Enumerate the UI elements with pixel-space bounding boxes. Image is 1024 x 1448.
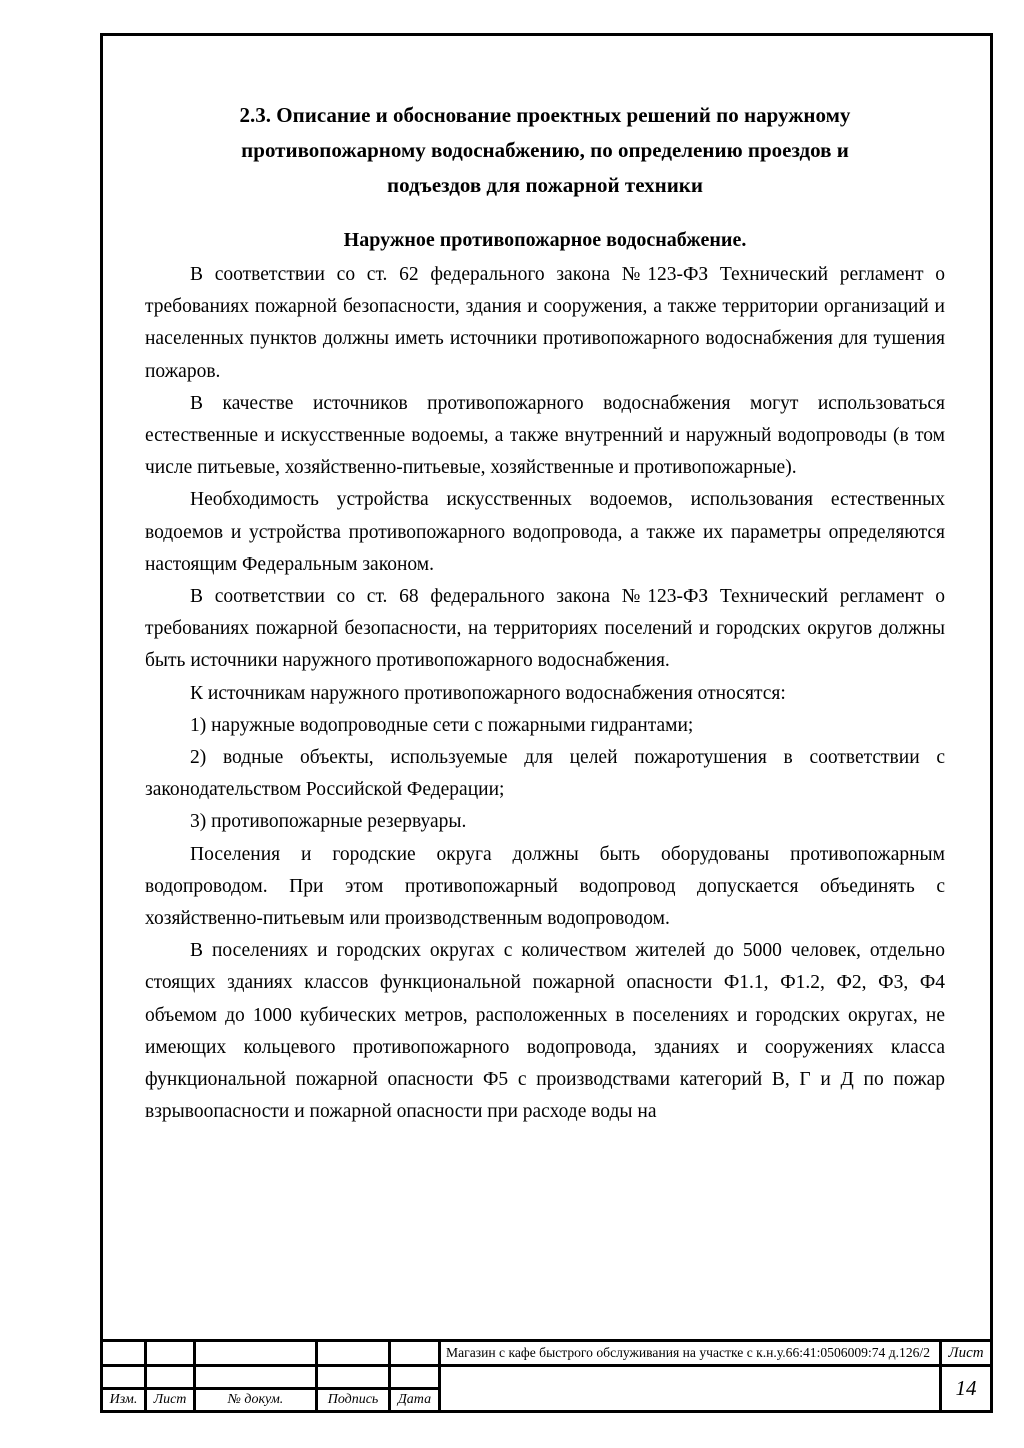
section-subtitle: Наружное противопожарное водоснабжение.: [343, 229, 747, 251]
document-frame: [100, 33, 993, 1413]
title-block-empty-cell: [318, 1367, 388, 1390]
section-title-line-1: 2.3. Описание и обоснование проектных решений по наружному: [239, 103, 851, 127]
paragraph: Необходимость устройства искусственных водоемов, использования естественных водоемов и устройства противопожарного водопровода, а также их параметры определяются настоящим Федеральным законом.: [145, 489, 945, 575]
list-item: 1) наружные водопроводные сети с пожарными гидрантами;: [190, 714, 694, 736]
title-block-empty-cell: [441, 1367, 939, 1410]
paragraph: В соответствии со ст. 68 федерального закона №123-ФЗ Технический регламент о требованиях пожарной безопасности, на территориях поселений и городских округов должны быть источники наружного противопожарного водоснабжения.: [145, 586, 945, 672]
title-block-sheet-cell: [942, 1342, 990, 1410]
title-block-header-docnum: № докум.: [227, 1392, 284, 1407]
title-block-empty-cell: [147, 1342, 193, 1367]
title-block-header-list: Лист: [153, 1392, 187, 1407]
sheet-label: Лист: [942, 1342, 990, 1367]
title-block-empty-cell: [196, 1342, 315, 1367]
section-title-line-3: подъездов для пожарной техники: [387, 173, 703, 197]
title-block-project-cell: [441, 1342, 942, 1410]
title-block-header-izm: Изм.: [109, 1392, 138, 1407]
title-block-col-izm: [103, 1342, 147, 1410]
title-block-empty-cell: [196, 1367, 315, 1390]
title-block-empty-cell: [147, 1367, 193, 1390]
title-block-col-list: [147, 1342, 196, 1410]
paragraph: В поселениях и городских округах с количеством жителей до 5000 человек, отдельно стоящих зданиях классов функциональной пожарной опасности Ф1.1, Ф1.2, Ф2, Ф3, Ф4 объемом до 1000 кубических метров, расположенных в поселениях и городских округах, не имеющих кольцевого противопожарного водопровода, зданиях и сооружениях класса функциональной пожарной опасности Ф5 с производствами категорий В, Г и Д по пожар взрывоопасности и пожарной опасности при расходе воды на: [145, 940, 945, 1123]
document-content: [145, 98, 945, 1128]
sheet-number: 14: [955, 1376, 977, 1400]
title-block-header-data: Дата: [397, 1392, 432, 1407]
title-block-empty-cell: [103, 1367, 144, 1390]
title-block-empty-cell: [103, 1342, 144, 1367]
title-block-col-docnum: [196, 1342, 318, 1410]
title-block-empty-cell: [391, 1342, 438, 1367]
title-block-empty-cell: [391, 1367, 438, 1390]
section-title: [145, 98, 945, 203]
title-block: [100, 1339, 993, 1413]
paragraph: В качестве источников противопожарного водоснабжения могут использоваться естественные и искусственные водоемы, а также внутренний и наружный водопроводы (в том числе питьевые, хозяйственно-питьевые, хозяйственные и противопожарные).: [145, 392, 945, 479]
paragraph: В соответствии со ст. 62 федерального закона №123-ФЗ Технический регламент о требованиях пожарной безопасности, здания и сооружения, а также территории организаций и населенных пунктов должны иметь источники противопожарного водоснабжения для тушения пожаров.: [145, 264, 945, 382]
list-item: 2) водные объекты, используемые для целей пожаротушения в соответствии с законодательством Российской Федерации;: [145, 747, 945, 801]
list-item: 3) противопожарные резервуары.: [190, 811, 467, 833]
title-block-empty-cell: [318, 1342, 388, 1367]
title-block-header-podpis: Подпись: [327, 1392, 379, 1407]
title-block-col-podpis: [318, 1342, 391, 1410]
project-name: Магазин с кафе быстрого обслуживания на участке с к.н.у.66:41:0506009:74 д.126/2: [441, 1342, 939, 1367]
body-text: [145, 259, 945, 1128]
section-title-line-2: противопожарному водоснабжению, по определению проездов и: [241, 138, 849, 162]
title-block-col-data: [391, 1342, 441, 1410]
paragraph: Поселения и городские округа должны быть оборудованы противопожарным водопроводом. При этом противопожарный водопровод допускается объединять с хозяйственно-питьевым или производственным водопроводом.: [145, 843, 945, 930]
paragraph: К источникам наружного противопожарного водоснабжения относятся:: [190, 682, 786, 704]
